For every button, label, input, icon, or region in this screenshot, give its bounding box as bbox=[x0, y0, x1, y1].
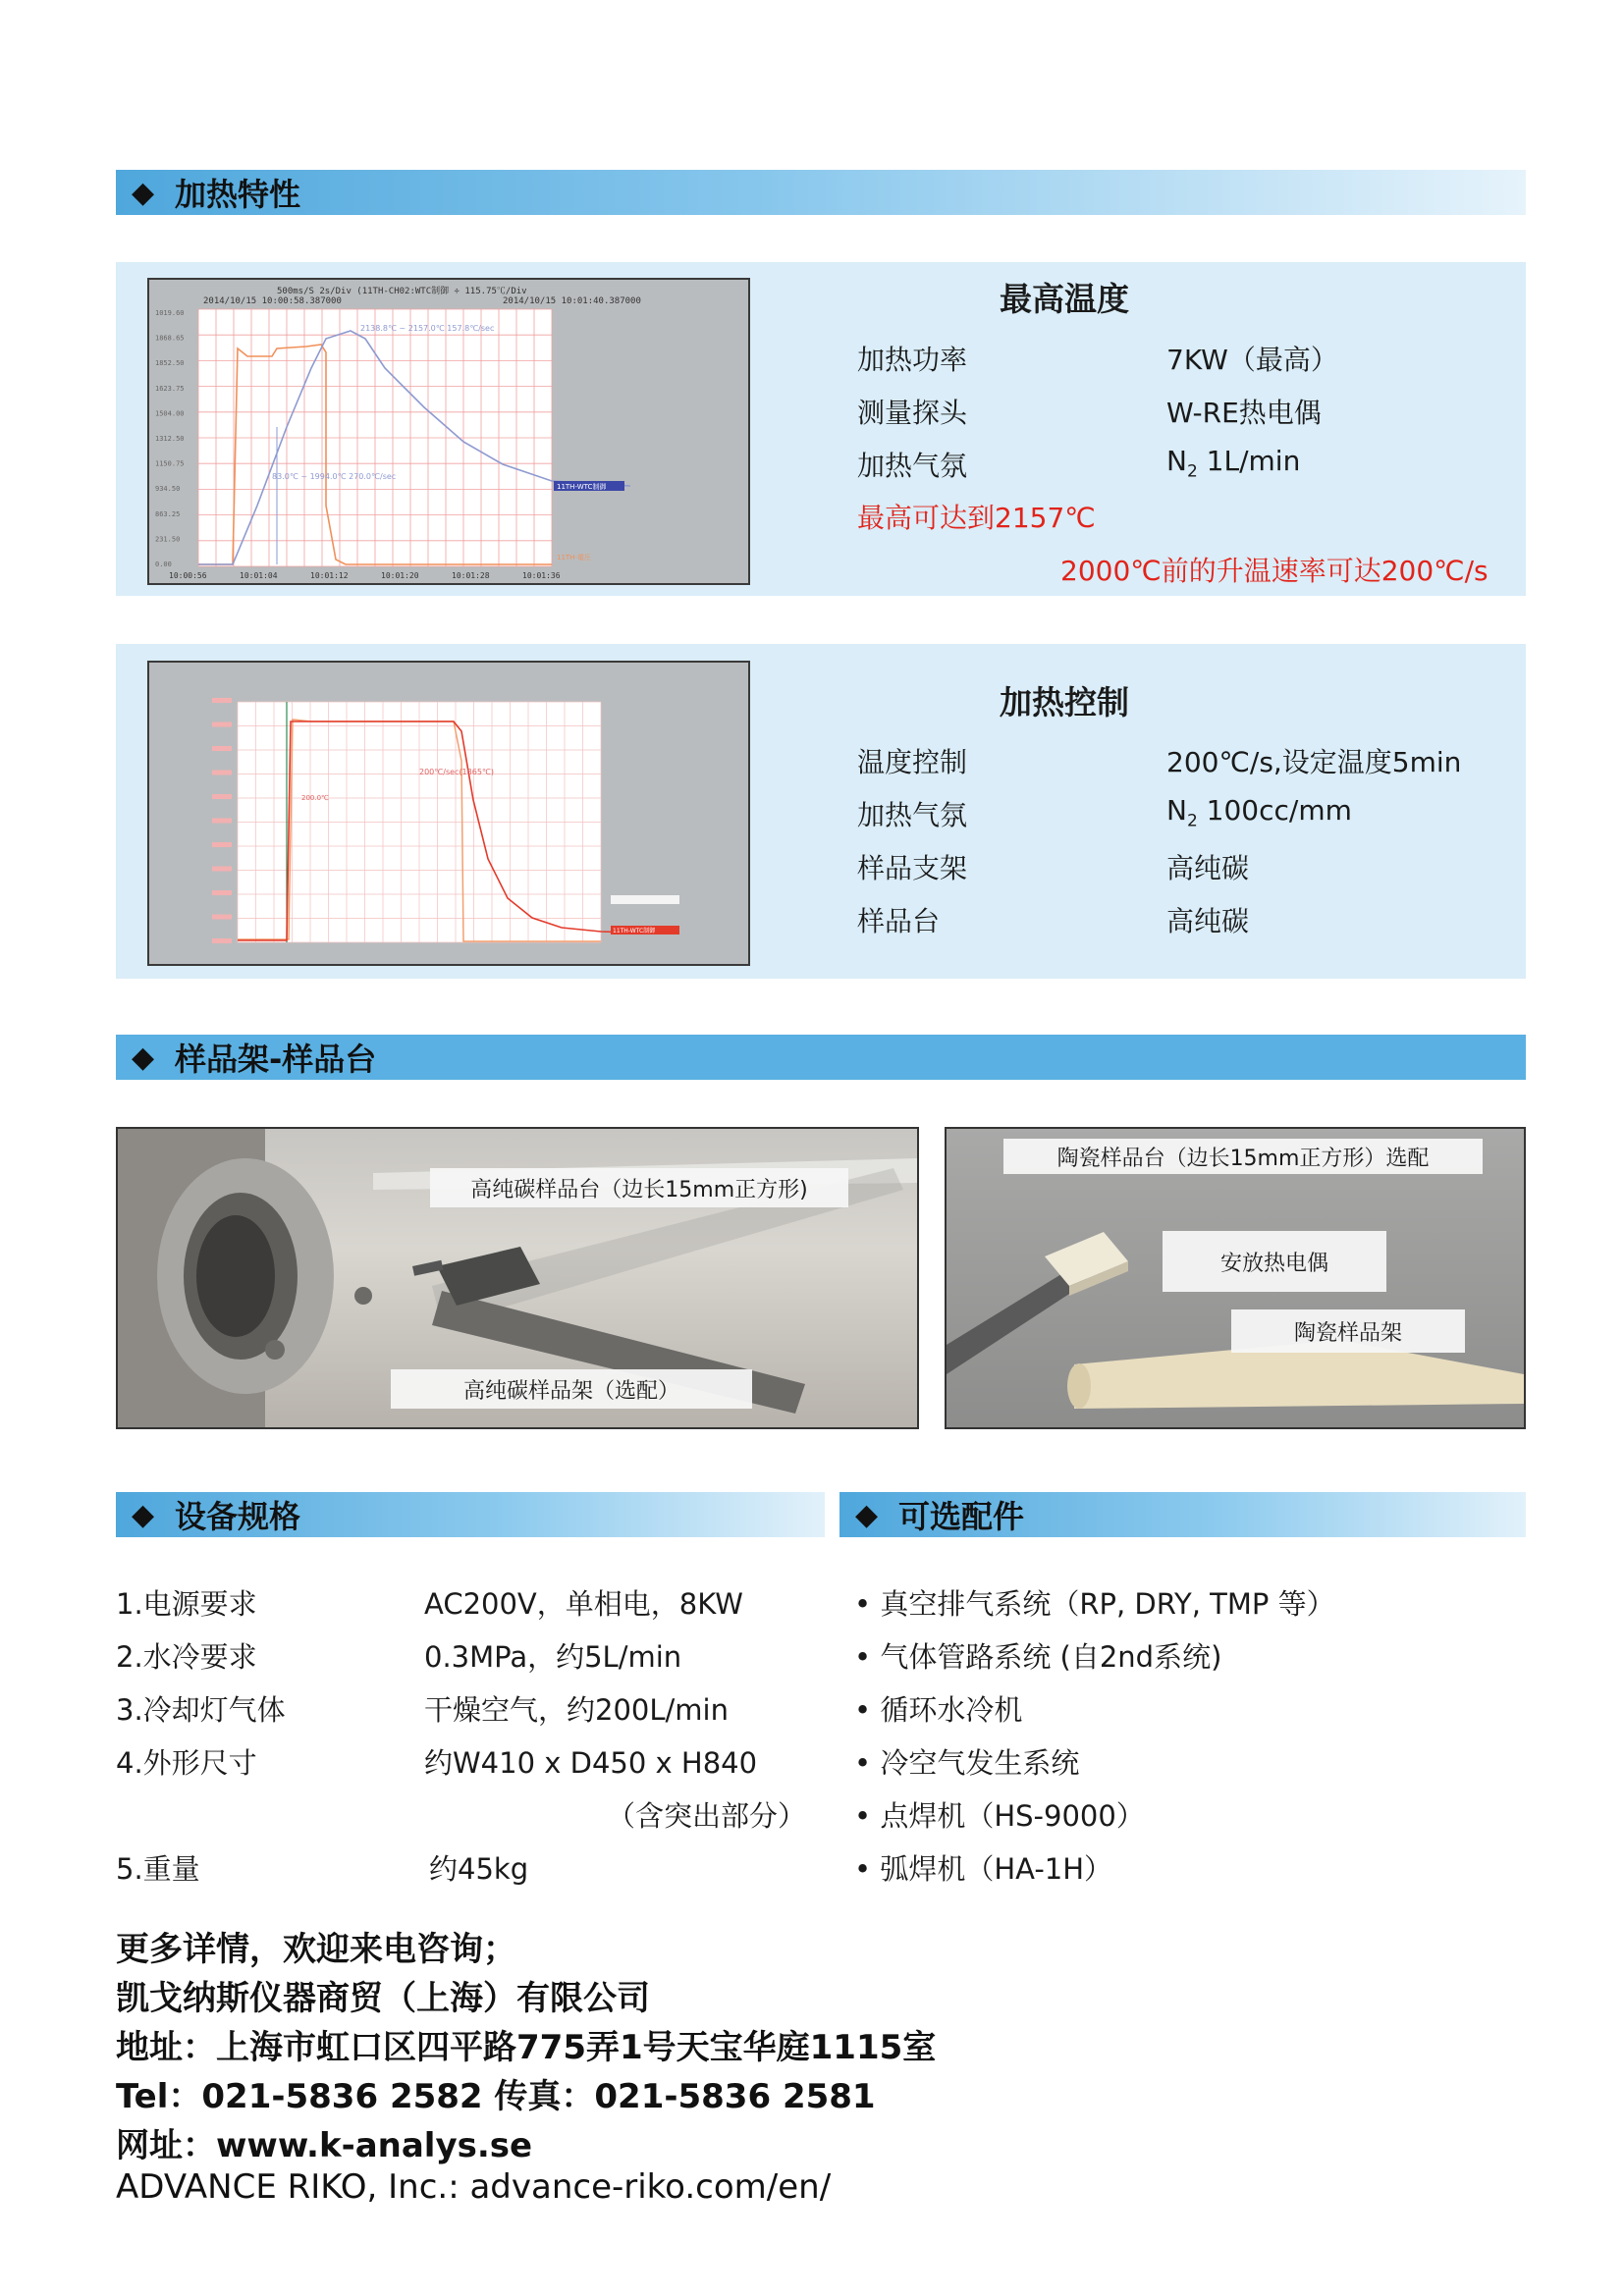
callout-ceramic-holder: 陶瓷样品架 bbox=[1231, 1309, 1465, 1353]
chart1-y-tick: 863.25 bbox=[155, 509, 181, 518]
contact-company: 凯戈纳斯仪器商贸（上海）有限公司 bbox=[116, 1979, 650, 2018]
chart2-legend-red-label: 11TH-WTC制御 bbox=[613, 928, 656, 934]
spec-value: 干燥空气，约200L/min bbox=[424, 1693, 729, 1727]
option-item: • 弧焊机（HA-1H） bbox=[854, 1852, 1113, 1886]
chart1-x-tick: 10:01:36 bbox=[522, 571, 561, 580]
max-temp-label-power: 加热功率 bbox=[857, 344, 968, 376]
callout-thermocouple: 安放热电偶 bbox=[1163, 1231, 1386, 1292]
hc-atmosphere-n: N bbox=[1166, 794, 1187, 827]
max-temp-value-power: 7KW（最高） bbox=[1166, 344, 1338, 376]
section-heating-header bbox=[116, 170, 1526, 215]
spec-value: 0.3MPa，约5L/min bbox=[424, 1640, 682, 1674]
spec-label: 2.水冷要求 bbox=[116, 1640, 257, 1674]
contact-intro: 更多详情，欢迎来电咨询； bbox=[116, 1930, 516, 1969]
max-temp-chart bbox=[147, 278, 750, 585]
diamond-bullet-icon: ◆ bbox=[132, 1040, 155, 1075]
max-temp-value-probe: W-RE热电偶 bbox=[1166, 397, 1322, 429]
max-temp-value-atmosphere bbox=[1166, 445, 1300, 482]
chart1-y-tick: 1623.75 bbox=[155, 384, 185, 393]
hc-atmosphere-flow: 100cc/mm bbox=[1197, 794, 1352, 827]
spec-label: 3.冷却灯气体 bbox=[116, 1693, 286, 1727]
chart2-y-tick bbox=[212, 842, 232, 847]
atmosphere-subscript: 2 bbox=[1186, 461, 1198, 482]
option-item: • 点焊机（HS-9000） bbox=[854, 1799, 1145, 1833]
max-temp-highlight-1: 最高可达到2157℃ bbox=[857, 502, 1096, 534]
chart1-header-left: 2014/10/15 10:00:58.387000 bbox=[203, 296, 342, 306]
heat-control-value-temp: 200℃/s,设定温度5min bbox=[1166, 746, 1462, 778]
heat-control-value-holder: 高纯碳 bbox=[1166, 852, 1250, 884]
max-temp-chart-svg bbox=[149, 280, 748, 583]
spec-value: AC200V，单相电，8KW bbox=[424, 1587, 743, 1621]
contact-advance-riko[interactable]: ADVANCE RIKO, Inc.: advance-riko.com/en/ bbox=[116, 2167, 832, 2207]
heat-control-label-temp: 温度控制 bbox=[857, 746, 968, 778]
chart1-x-tick: 10:01:28 bbox=[452, 571, 490, 580]
section-options-header bbox=[839, 1492, 1526, 1537]
heat-control-label-stage: 样品台 bbox=[857, 905, 941, 937]
callout-ceramic-stage: 陶瓷样品台（边长15mm正方形）选配 bbox=[1003, 1139, 1483, 1174]
hc-atmosphere-subscript: 2 bbox=[1186, 811, 1198, 831]
callout-carbon-stage: 高纯碳样品台（边长15mm正方形) bbox=[430, 1168, 848, 1207]
spec-value: 约45kg bbox=[429, 1852, 529, 1886]
chart2-y-tick bbox=[212, 698, 232, 703]
heat-control-value-atmosphere bbox=[1166, 794, 1352, 831]
chart2-y-tick bbox=[212, 867, 232, 872]
spec-label: 4.外形尺寸 bbox=[116, 1746, 257, 1780]
heat-control-chart bbox=[147, 661, 750, 966]
callout-carbon-holder: 高纯碳样品架（选配） bbox=[391, 1369, 752, 1409]
chart1-annotation-top: 2138.8℃ ~ 2157.0℃ 157.8℃/sec bbox=[360, 324, 495, 333]
diamond-bullet-icon: ◆ bbox=[132, 1497, 155, 1532]
chart1-y-tick: 1504.00 bbox=[155, 409, 185, 418]
chart1-y-tick: 1312.50 bbox=[155, 435, 185, 443]
contact-website[interactable]: 网址：www.k-analys.se bbox=[116, 2126, 533, 2165]
spec-label: 1.电源要求 bbox=[116, 1587, 257, 1621]
chart1-y-tick: 231.50 bbox=[155, 535, 181, 544]
spec-label: 5.重量 bbox=[116, 1852, 200, 1886]
chart2-y-tick bbox=[212, 771, 232, 775]
heat-control-label-atmosphere: 加热气氛 bbox=[857, 799, 968, 831]
section-title: 样品架-样品台 bbox=[175, 1041, 377, 1078]
chart1-y-tick: 1150.75 bbox=[155, 459, 185, 468]
contact-phone-fax: Tel：021-5836 2582 传真：021-5836 2581 bbox=[116, 2077, 876, 2116]
chart2-y-tick bbox=[212, 938, 232, 943]
chart1-y-tick: 1868.65 bbox=[155, 334, 185, 343]
chart2-y-tick bbox=[212, 915, 232, 920]
chart1-header-line1: 500ms/S 2s/Div (11TH-CH02:WTC制御 ÷ 115.75℃/Div bbox=[277, 287, 527, 296]
chart1-y-tick: 934.50 bbox=[155, 485, 181, 494]
section-specs-header bbox=[116, 1492, 825, 1537]
chart1-y-tick: 1852.50 bbox=[155, 359, 185, 368]
heat-control-title: 加热控制 bbox=[1000, 683, 1129, 721]
chart2-annotation: 200℃/sec(1865℃) bbox=[419, 768, 495, 776]
carbon-sample-photo bbox=[116, 1127, 919, 1429]
chart1-annotation-mid: 83.0℃ ~ 1994.0℃ 270.0℃/sec bbox=[272, 472, 397, 481]
contact-address: 地址：上海市虹口区四平路775弄1号天宝华庭1115室 bbox=[116, 2028, 937, 2067]
chart1-x-tick: 10:01:04 bbox=[240, 571, 278, 580]
ceramic-sample-photo bbox=[945, 1127, 1526, 1429]
chart2-legend-white bbox=[611, 895, 679, 904]
chart1-y-tick: 0.00 bbox=[155, 561, 172, 568]
diamond-bullet-icon: ◆ bbox=[132, 175, 155, 210]
chart1-x-tick: 10:00:56 bbox=[169, 571, 207, 580]
heat-control-value-stage: 高纯碳 bbox=[1166, 905, 1250, 937]
chart1-y-tick: 1019.60 bbox=[155, 309, 185, 317]
option-item: • 冷空气发生系统 bbox=[854, 1746, 1080, 1780]
chart1-header-right: 2014/10/15 10:01:40.387000 bbox=[503, 296, 641, 306]
max-temp-highlight-2: 2000℃前的升温速率可达200℃/s bbox=[1060, 555, 1489, 587]
option-item: • 真空排气系统（RP, DRY, TMP 等） bbox=[854, 1587, 1335, 1621]
max-temp-label-atmosphere: 加热气氛 bbox=[857, 450, 968, 482]
section-title: 设备规格 bbox=[175, 1498, 301, 1535]
chart2-y-tick bbox=[212, 722, 232, 727]
diamond-bullet-icon: ◆ bbox=[855, 1497, 879, 1532]
section-sample-header bbox=[116, 1035, 1526, 1080]
heat-control-label-holder: 样品支架 bbox=[857, 852, 968, 884]
chart1-x-tick: 10:01:12 bbox=[310, 571, 349, 580]
max-temp-label-probe: 测量探头 bbox=[857, 397, 968, 429]
spec-value: 约W410 x D450 x H840 bbox=[424, 1746, 758, 1780]
chart2-y-tick bbox=[212, 746, 232, 751]
atmosphere-n: N bbox=[1166, 445, 1187, 477]
max-temp-title: 最高温度 bbox=[1000, 280, 1129, 318]
chart1-legend-orange-label: 11TH-電圧 bbox=[557, 554, 591, 561]
chart2-y-tick bbox=[212, 819, 232, 824]
option-item: • 循环水冷机 bbox=[854, 1693, 1023, 1727]
chart2-y-tick bbox=[212, 794, 232, 799]
spec-value-note: （含突出部分） bbox=[607, 1799, 807, 1833]
atmosphere-flow: 1L/min bbox=[1197, 445, 1301, 477]
section-title: 可选配件 bbox=[898, 1498, 1025, 1535]
chart2-annotation-small: 200.0℃ bbox=[301, 794, 329, 802]
chart1-legend-blue-label: 11TH-WTC制御 bbox=[557, 483, 607, 491]
chart2-y-tick bbox=[212, 890, 232, 895]
chart1-x-tick: 10:01:20 bbox=[381, 571, 419, 580]
heat-control-chart-svg bbox=[149, 663, 748, 964]
section-title: 加热特性 bbox=[175, 176, 301, 213]
option-item: • 气体管路系统 (自2nd系统) bbox=[854, 1640, 1222, 1674]
